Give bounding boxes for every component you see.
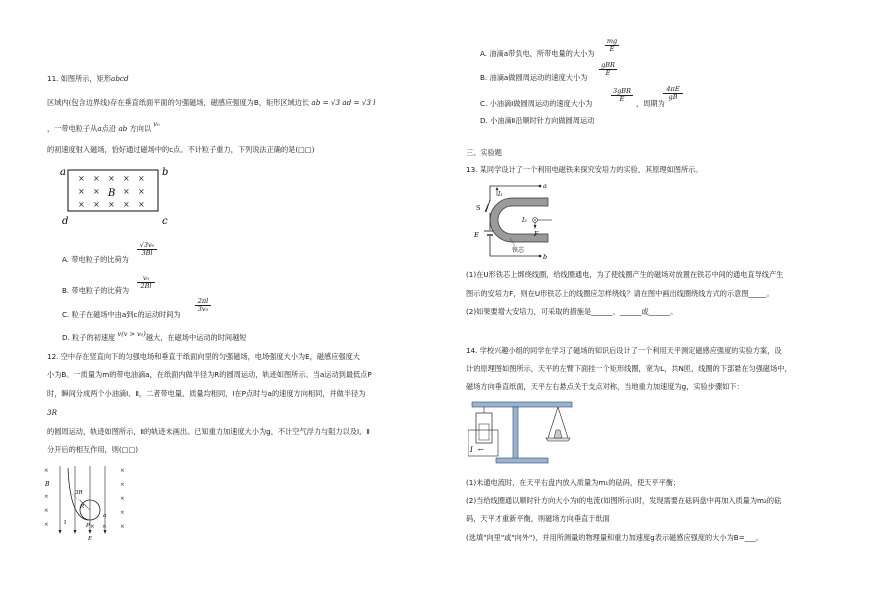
label-a: a xyxy=(103,513,107,519)
label-E: E xyxy=(88,536,93,542)
field-cross: × xyxy=(44,494,49,500)
q14-step3: (选填"向里"或"向外")，并用所测量的物理量和重力加速度g表示磁感应强度的大小为B=___。 xyxy=(466,533,763,542)
q11-edge-formula: ab = √3 ad = √3 l xyxy=(311,98,376,107)
field-cross: × xyxy=(108,200,115,209)
q12-option-c-fraction-2 xyxy=(662,86,684,101)
terminal-b: b xyxy=(543,253,548,260)
fraction-numerator: 2πl xyxy=(197,297,209,305)
weight xyxy=(554,430,562,438)
q14-step2-line2: 码，天平才重新平衡，则磁场方向垂直于纸面 xyxy=(466,514,610,523)
label-3R: 3R xyxy=(75,490,83,496)
q12-option-b-fraction xyxy=(598,62,618,77)
q11-line3-text-a: ，一带电粒子从 xyxy=(47,124,98,133)
field-cross: × xyxy=(120,524,125,530)
field-cross: × xyxy=(120,482,125,488)
q13-part1-text: 图示的安培力F，则在U形铁芯上的线圈应怎样绕线？请在图中画出线圈绕线方式的示意图 xyxy=(466,289,749,298)
fraction-numerator: gBR xyxy=(601,61,615,69)
fraction-denominator: 3v₀ xyxy=(195,305,211,313)
q11-line3 xyxy=(47,120,160,134)
q12-option-b: B. 油滴a做圆周运动的速度大小为 xyxy=(480,73,588,82)
q11-option-d xyxy=(62,330,247,343)
field-cross: × xyxy=(138,187,145,196)
switch-label-S: S xyxy=(476,204,481,212)
fraction-denominator: 2Bl xyxy=(137,282,155,290)
corner-b: b xyxy=(162,167,169,178)
fraction-numerator: 3gBR xyxy=(613,87,631,95)
field-label-B: B xyxy=(45,481,50,488)
q11-line3-text-b: 点沿 xyxy=(101,124,117,133)
core-label: 铁芯 xyxy=(512,247,525,254)
answer-blank: _____ xyxy=(748,289,767,298)
q13-part1-end: 。 xyxy=(766,289,774,298)
q11-point-a: a xyxy=(97,124,102,133)
q14-line3: 磁场方向垂直纸面，天平左右悬点关于支点对称，当地重力加速度为g，实验步骤如下： xyxy=(466,382,744,391)
q11-option-d-text-b: 越大，在磁场中运动的时间越短 xyxy=(145,333,247,342)
q11-line2-text: 区域内(包含边界线)存在垂直纸面平面的匀强磁场，磁感应强度为B，矩形区域边长 xyxy=(47,98,310,107)
q14-balance-figure xyxy=(468,396,578,468)
q13-part1-line1: (1)在U形铁芯上绑绕线圈，给线圈通电，为了使线圈产生的磁场对放置在铁芯中间的通电直导线产生 xyxy=(466,270,784,279)
field-label-B: B xyxy=(108,188,116,199)
q13-line1: 13. 某同学设计了一个利用电磁铁来探究安培力的实验，其原理如图所示。 xyxy=(466,165,703,174)
field-cross: × xyxy=(78,187,85,196)
force-F: F xyxy=(534,231,539,238)
field-cross: × xyxy=(123,174,130,183)
q11-line2 xyxy=(47,98,376,107)
field-cross: × xyxy=(138,200,145,209)
q12-option-a-fraction xyxy=(604,38,620,53)
q11-line1 xyxy=(47,74,129,83)
fraction-denominator: E xyxy=(611,95,633,103)
q11-option-c: C. 粒子在磁场中由a到c的运动时间为 xyxy=(62,310,181,319)
q12-option-c xyxy=(480,99,592,108)
q12-option-c-text: C. 小油滴Ⅰ做圆周运动的速度大小为 xyxy=(480,99,593,108)
field-cross: × xyxy=(123,200,130,209)
field-cross: × xyxy=(120,468,125,474)
field-cross: × xyxy=(44,522,49,528)
q13-part1-line2 xyxy=(466,289,774,298)
field-cross: × xyxy=(138,174,145,183)
field-cross: × xyxy=(90,524,95,530)
fraction-numerator: v₀ xyxy=(142,274,150,282)
q14-step2-line1: (2)当给线圈通以顺时针方向大小为I的电流(如图所示)时，发现需要在砝码盘中再加入质量为m₂的砝 xyxy=(466,496,782,505)
q12-line4-3R: 3R xyxy=(47,408,57,417)
q11-option-c-fraction xyxy=(194,298,212,313)
weight-pan xyxy=(546,438,570,441)
field-cross: × xyxy=(93,200,100,209)
balance-beam xyxy=(472,402,572,407)
q11-option-a: A. 带电粒子的比荷为 xyxy=(62,255,129,264)
q11-var-abcd: abcd xyxy=(111,74,129,83)
q11-option-a-fraction xyxy=(136,242,158,257)
q12-option-d: D. 小油滴Ⅱ沿顺时针方向做圆周运动 xyxy=(480,116,595,125)
current-arrow: ← xyxy=(478,446,484,454)
q12-line3: 时，瞬间分成两个小油滴Ⅰ、Ⅱ，二者带电量、质量均相同，Ⅰ在P点时与a的速度方向相同，并做半径为 xyxy=(47,389,366,398)
field-cross: × xyxy=(44,468,49,474)
field-cross: × xyxy=(44,508,49,514)
label-R: R xyxy=(80,504,85,510)
q11-option-b: B. 带电粒子的比荷为 xyxy=(62,286,130,295)
fraction-numerator: 4πE xyxy=(666,85,680,93)
coil-frame xyxy=(476,413,492,443)
fraction-numerator: √3v₀ xyxy=(139,241,155,249)
q12-oil-drop-figure xyxy=(40,462,135,542)
q14-line1: 14. 学校兴趣小组的同学在学习了磁场的知识后设计了一个利用天平测定磁感应强度的实验方案，设 xyxy=(466,346,782,355)
field-cross: × xyxy=(78,200,85,209)
field-cross: × xyxy=(120,496,125,502)
q11-lead: 11. 如图所示，矩形 xyxy=(47,74,112,83)
corner-d: d xyxy=(62,216,69,226)
section-heading: 三、实验题 xyxy=(466,148,502,157)
q11-magnetic-field-figure xyxy=(60,164,180,226)
fraction-numerator: mg xyxy=(606,37,618,45)
q13-electromagnet-figure xyxy=(470,180,565,260)
current-I2: I₂ xyxy=(522,217,527,224)
fraction-denominator: E xyxy=(599,69,617,77)
label-I: Ⅰ xyxy=(64,520,67,526)
field-cross: × xyxy=(78,174,85,183)
fraction-denominator: E xyxy=(605,45,619,53)
q14-line2: 计的原理图如图所示，天平的左臂下面挂一个矩形线圈，宽为L，共N匝，线圈的下部悬在匀强磁场中， xyxy=(466,364,792,373)
q13-part2: (2)如果要增大安培力，可采取的措施是______、______或______。 xyxy=(466,307,678,316)
q12-line5: 的圆周运动，轨迹如图所示，Ⅱ的轨迹未画出。已知重力加速度大小为g，不计空气浮力与阻力以及Ⅰ、Ⅱ xyxy=(47,427,370,436)
field-cross: × xyxy=(108,174,115,183)
q11-option-b-fraction xyxy=(136,275,156,290)
terminal-a: a xyxy=(543,182,547,190)
q11-line4: 的初速度射入磁场，恰好通过磁场中的c点。不计粒子重力，下列说法正确的是(□□) xyxy=(47,145,315,154)
balance-base xyxy=(496,458,548,463)
q12-line1: 12. 空中存在竖直向下的匀强电场和垂直于纸面向里的匀强磁场，电场强度大小为E，磁感应强度大 xyxy=(47,352,360,361)
q11-v0: v₀ xyxy=(153,120,160,128)
q12-option-c-fraction-1 xyxy=(610,88,634,103)
fraction-denominator: gB xyxy=(663,93,683,101)
field-cross: × xyxy=(102,524,107,530)
current-I1: I₁ xyxy=(498,191,503,198)
q12-option-a: A. 油滴a带负电，所带电量的大小为 xyxy=(480,49,595,58)
q12-line2: 小为B。一质量为m的带电油滴a，在纸面内做半径为R的圆周运动，轨迹如图所示。当a运动到最低点P xyxy=(47,370,372,379)
q12-option-c-mid: ，周期为 xyxy=(636,99,665,108)
field-cross: × xyxy=(93,187,100,196)
q12-line6: 分开后的相互作用，则(□□) xyxy=(47,445,139,454)
field-cross: × xyxy=(120,510,125,516)
corner-a: a xyxy=(60,167,66,178)
battery-label-E: E xyxy=(474,231,479,239)
field-cross: × xyxy=(123,187,130,196)
fraction-denominator: 3Bl xyxy=(137,249,157,257)
q14-step1: (1)未通电流时，在天平右盘内放入质量为m₁的砝码，使天平平衡； xyxy=(466,478,681,487)
label-P: P xyxy=(86,523,90,529)
current-label-I: I xyxy=(470,446,473,454)
corner-c: c xyxy=(162,216,168,226)
balance-pillar xyxy=(513,407,518,460)
q11-option-d-text-a: D. 粒子的初速度 xyxy=(62,333,116,342)
q11-line3-text-c: 方向以 xyxy=(129,124,152,133)
q11-dir-ab: ab xyxy=(118,124,128,133)
q11-option-d-formula: v(v > v₀) xyxy=(117,330,146,338)
field-cross: × xyxy=(93,174,100,183)
